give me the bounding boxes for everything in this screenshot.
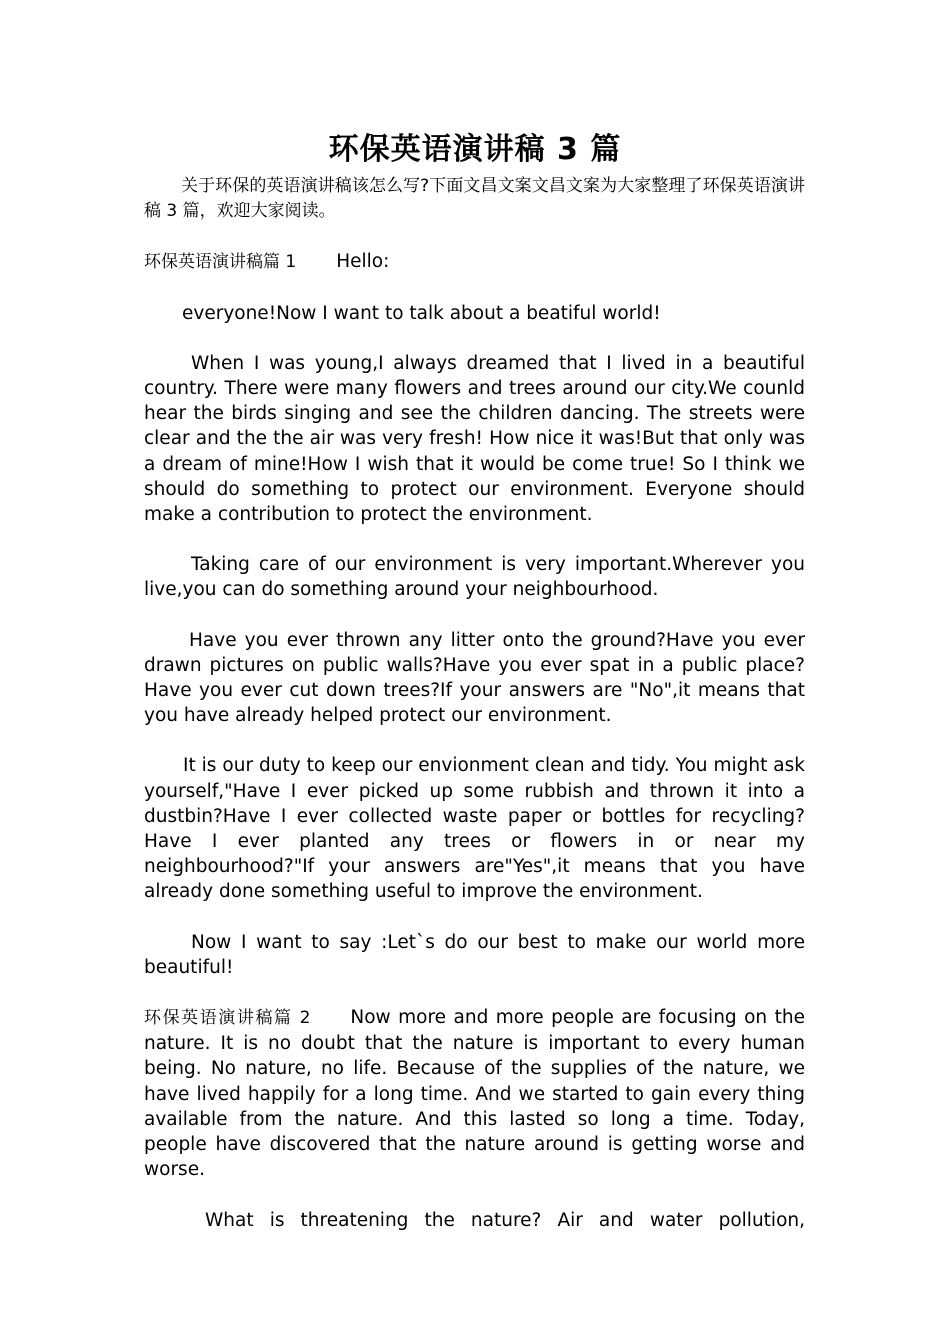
paragraph: Taking care of our environment is very important.Wherever you live,you can do something around your neighbourhood. bbox=[144, 554, 805, 601]
paragraph: It is our duty to keep our envionment clean and tidy. You might ask yourself,"Have I ever picked up some rubbish and thrown it into a dustbin?Have I ever collected waste paper or bottles for recycling?Have I ever planted any trees or flowers in or near my neighbourhood?"If your answers are"Yes",it means that you have already done something useful to improve the environment. bbox=[144, 755, 805, 903]
paragraph: Now I want to say :Let`s do our best to make our world more beautiful! bbox=[144, 931, 805, 978]
document-title: 环保英语演讲稿 3 篇 bbox=[328, 132, 622, 167]
section-2-text: Now more and more people are focusing on the nature. It is no doubt that the nature is important to every human being. No nature, no life. Because of the supplies of the nature, we have lived happily for a long time. And we started to gain every thing available from the nature. And this lasted so long a time. Today, people have discovered that the nature around is getting worse and worse. bbox=[144, 1007, 805, 1181]
section-1-label: 环保英语演讲稿篇 1 bbox=[144, 252, 297, 273]
paragraph: Have you ever thrown any litter onto the ground?Have you ever drawn pictures on public walls?Have you ever spat in a public place? Have you ever cut down trees?If your answers are "No",it means that you have already helped protect our environment. bbox=[144, 629, 805, 727]
intro-paragraph: 关于环保的英语演讲稿该怎么写?下面文昌文案文昌文案为大家整理了环保英语演讲稿 3 篇，欢迎大家阅读。 bbox=[144, 176, 805, 222]
section-2-paragraph bbox=[144, 1005, 805, 1182]
document-body bbox=[144, 174, 805, 1233]
section-2-label: 环保英语演讲稿篇 2 bbox=[144, 1008, 311, 1029]
paragraph: everyone!Now I want to talk about a beatiful world! bbox=[182, 302, 661, 324]
paragraph: What is threatening the nature? Air and water pollution, bbox=[205, 1209, 805, 1231]
section-1-greeting: Hello: bbox=[336, 251, 390, 273]
section-1-heading bbox=[144, 249, 805, 275]
paragraph: When I was young,I always dreamed that I lived in a beautiful country. There were many flowers and trees around our city.We counld hear the birds singing and see the children dancing. The streets were clear and the the air was very fresh! How nice it was!But that only was a dream of mine!How I wish that it would be come true! So I think we should do something to protect our environment. Everyone should make a contribution to protect the environment. bbox=[144, 352, 805, 526]
